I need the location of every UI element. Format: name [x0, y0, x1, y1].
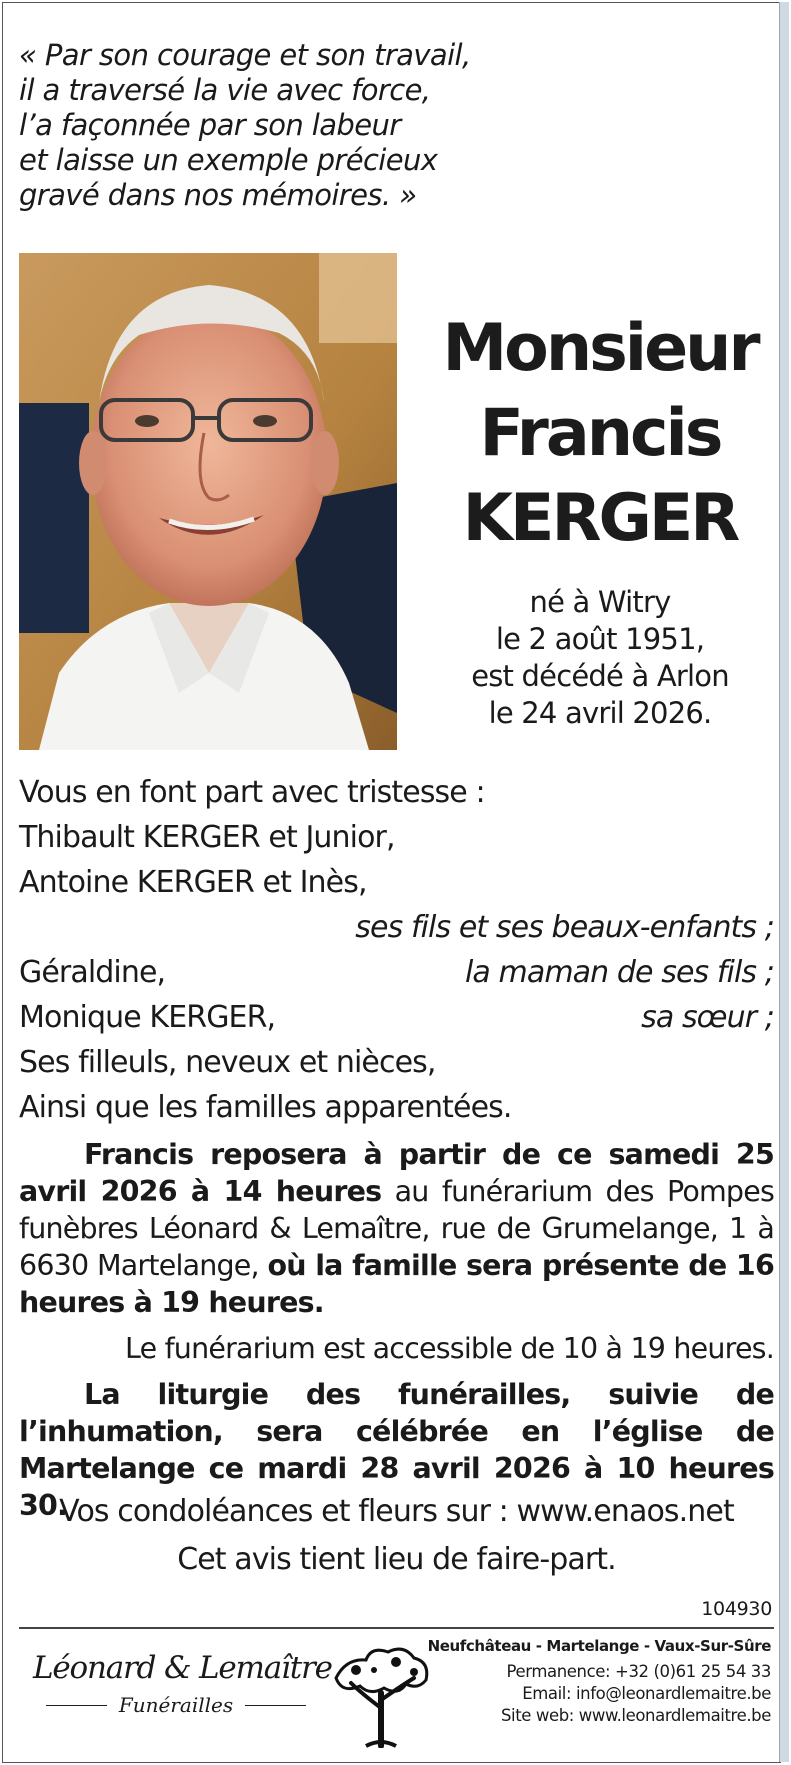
tree-icon — [326, 1638, 436, 1748]
deceased-name — [420, 306, 780, 561]
visitation-paragraph — [19, 1136, 774, 1321]
family-list — [19, 770, 774, 1130]
company-website: Site web: www.leonardlemaitre.be — [500, 1706, 771, 1725]
family-row — [19, 950, 774, 995]
quote-line: « Par son courage et son travail, — [19, 38, 471, 72]
condolences-line: Vos condoléances et fleurs sur : www.enaos.net — [59, 1494, 734, 1529]
name-first: Francis — [479, 396, 721, 471]
notice-line: Cet avis tient lieu de faire-part. — [177, 1542, 616, 1577]
liturgy-text: La liturgie des funérailles, suivie de l’inhumation, sera célébrée en l’église de Martelange ce mardi 28 avril 2026 à 10 heures 30. — [19, 1378, 774, 1522]
family-intro — [19, 770, 774, 815]
family-relation: ses fils et ses beaux-enfants ; — [355, 910, 774, 945]
family-member: Ses filleuls, neveux et nièces, — [19, 1045, 436, 1080]
family-relation: sa sœur ; — [641, 1000, 774, 1035]
portrait-photo — [19, 253, 397, 750]
birth-line: le 24 avril 2026. — [488, 696, 712, 730]
family-row — [19, 1085, 774, 1130]
family-row — [19, 1040, 774, 1085]
visitation-location: au funérarium des Pompes funèbres Léonard & Lemaître, rue de Grumelange, 1 à 6630 Martelange, — [19, 1175, 775, 1282]
birth-line: né à Witry — [529, 585, 671, 619]
birth-line: est décédé à Arlon — [471, 659, 729, 693]
subtitle-text: Funérailles — [118, 1693, 234, 1717]
family-row — [19, 815, 774, 860]
family-member: Monique KERGER, — [19, 1000, 276, 1035]
name-last: KERGER — [462, 481, 738, 556]
company-email: Email: info@leonardlemaitre.be — [522, 1684, 771, 1703]
family-intro-text: Vous en font part avec tristesse : — [19, 775, 485, 810]
quote-line: il a traversé la vie avec force, — [19, 73, 431, 107]
family-row — [19, 995, 774, 1040]
family-relation: la maman de ses fils ; — [464, 955, 774, 990]
subtitle-rule-right — [245, 1705, 306, 1706]
portrait-illustration — [19, 253, 397, 750]
company-phone: Permanence: +32 (0)61 25 54 33 — [506, 1662, 771, 1681]
subtitle-rule-left — [46, 1705, 107, 1706]
side-strip — [779, 2, 789, 1762]
family-row — [19, 860, 774, 905]
family-presence: où la famille sera présente de 16 heures à 19 heures. — [19, 1249, 774, 1319]
footer-divider — [19, 1627, 774, 1629]
visitation-date: Francis reposera à partir de ce samedi 25 avril 2026 à 14 heures — [19, 1138, 774, 1208]
family-row — [19, 905, 774, 950]
reference-number: 104930 — [701, 1598, 772, 1620]
company-name: Léonard & Lemaître — [33, 1650, 332, 1686]
quote-line: l’a façonnée par son labeur — [19, 108, 401, 142]
family-member: Antoine KERGER et Inès, — [19, 865, 367, 900]
name-title: Monsieur — [442, 311, 758, 386]
quote-line: gravé dans nos mémoires. » — [19, 178, 417, 212]
family-member: Thibault KERGER et Junior, — [19, 820, 395, 855]
company-locations: Neufchâteau - Martelange - Vaux-Sur-Sûre — [427, 1637, 771, 1655]
company-contact — [428, 1635, 771, 1727]
birth-death-info — [440, 584, 760, 732]
company-subtitle — [46, 1693, 306, 1717]
family-member: Ainsi que les familles apparentées. — [19, 1090, 512, 1125]
funeral-home-hours: Le funérarium est accessible de 10 à 19 heures. — [125, 1332, 774, 1365]
birth-line: le 2 août 1951, — [495, 622, 705, 656]
family-member: Géraldine, — [19, 955, 166, 990]
quote-line: et laisse un exemple précieux — [19, 143, 438, 177]
epitaph-quote — [19, 38, 471, 213]
